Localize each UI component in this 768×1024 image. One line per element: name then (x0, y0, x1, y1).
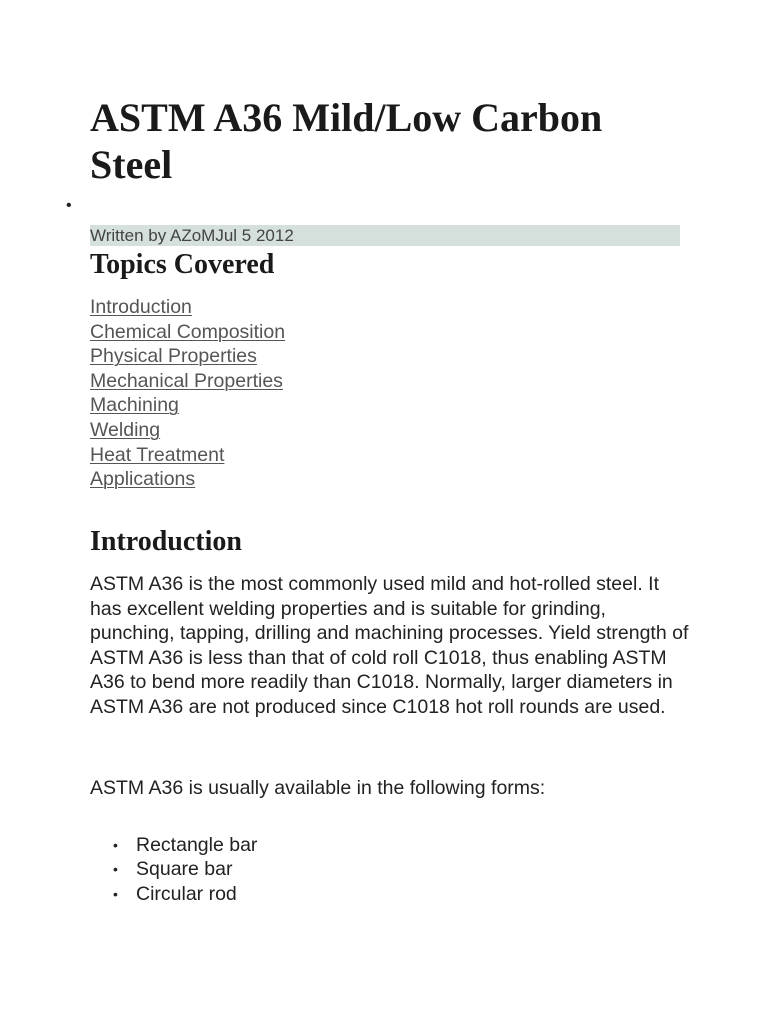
bullet-icon: • (113, 861, 118, 878)
page-title: ASTM A36 Mild/Low Carbon Steel (90, 95, 603, 187)
topic-item (90, 295, 285, 320)
topic-item (90, 418, 285, 443)
bullet-icon: • (113, 837, 118, 853)
stray-bullet: • (66, 197, 72, 214)
topic-item (90, 393, 285, 418)
list-item-text: Square bar (136, 858, 233, 881)
topic-item (90, 369, 285, 394)
list-item (90, 882, 257, 906)
bullet-icon: • (113, 885, 118, 902)
topic-link-machining[interactable]: Machining (90, 394, 179, 417)
list-item-text: Circular rod (136, 882, 237, 905)
forms-list (90, 833, 257, 906)
list-item (90, 857, 257, 881)
topic-link-welding[interactable]: Welding (90, 418, 161, 441)
topic-link-chemical-composition[interactable]: Chemical Composition (90, 320, 286, 343)
topic-item (90, 320, 285, 345)
topic-item (90, 467, 285, 492)
topic-link-heat-treatment[interactable]: Heat Treatment (90, 443, 225, 466)
introduction-paragraph: ASTM A36 is the most commonly used mild and hot-rolled steel. It has excellent welding properties and is suitable for grinding, punching, tapping, drilling and machining processes. Yield strength of ASTM A36 is less than that of cold roll C1018, thus enabling ASTM A36 to bend more readily than C1018. Normally, larger diameters in ASTM A36 are not produced since C1018 hot roll rounds are used. (90, 573, 689, 718)
topic-item (90, 443, 285, 468)
topics-heading: Topics Covered (90, 249, 275, 280)
forms-intro-paragraph: ASTM A36 is usually available in the following forms: (90, 777, 546, 799)
introduction-heading: Introduction (90, 526, 242, 557)
byline: Written by AZoMJul 5 2012 (90, 225, 680, 246)
topics-list (90, 295, 285, 492)
topic-link-physical-properties[interactable]: Physical Properties (90, 345, 257, 368)
list-item (90, 833, 257, 857)
list-item-text: Rectangle bar (136, 834, 258, 856)
topic-link-introduction[interactable]: Introduction (90, 296, 192, 318)
topic-link-applications[interactable]: Applications (90, 468, 196, 491)
topic-item (90, 344, 285, 369)
topic-link-mechanical-properties[interactable]: Mechanical Properties (90, 369, 283, 392)
